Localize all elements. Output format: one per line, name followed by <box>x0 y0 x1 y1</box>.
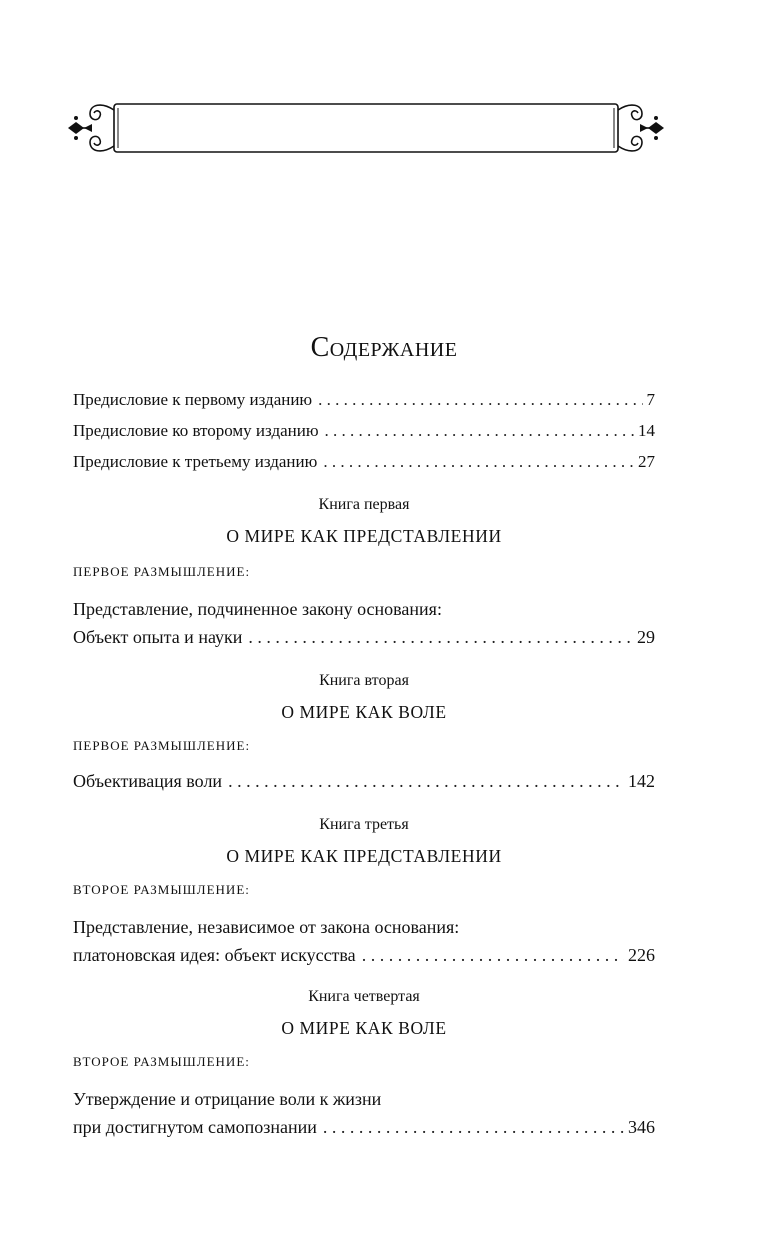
toc-entry-label: Предисловие ко второму изданию <box>73 421 319 440</box>
page-title: Содержание <box>310 332 458 363</box>
toc-entry-label: Объективация воли <box>73 771 223 791</box>
leader-dots <box>226 767 624 795</box>
reflection-label: ВТОРОЕ РАЗМЫШЛЕНИЕ: <box>73 1054 250 1069</box>
toc-entry-book-3[interactable] <box>73 913 655 969</box>
toc-entry-book-4[interactable] <box>73 1085 655 1141</box>
table-of-contents <box>73 384 655 1141</box>
toc-entry-book-2[interactable] <box>73 767 655 795</box>
toc-page-number: 226 <box>628 945 655 965</box>
reflection-label: ВТОРОЕ РАЗМЫШЛЕНИЕ: <box>73 882 250 897</box>
toc-page-number: 7 <box>646 390 655 409</box>
toc-page-number: 142 <box>628 771 655 791</box>
reflection-label: ПЕРВОЕ РАЗМЫШЛЕНИЕ: <box>73 564 251 579</box>
toc-entry-label: Предисловие к третьему изданию <box>73 452 318 471</box>
leader-dots <box>321 446 634 477</box>
book-label: Книга вторая <box>319 672 409 689</box>
toc-entry-line: Утверждение и отрицание воли к жизни <box>73 1089 382 1109</box>
leader-dots <box>246 623 633 651</box>
toc-entry-label: при достигнутом самопознании <box>73 1117 317 1137</box>
toc-entry-preface-2[interactable] <box>73 415 655 446</box>
leader-dots <box>323 415 634 446</box>
leader-dots <box>316 384 642 415</box>
leader-dots <box>321 1113 624 1141</box>
toc-entry-book-1[interactable] <box>73 595 655 651</box>
toc-page-number: 346 <box>628 1117 655 1137</box>
part-heading: О МИРЕ КАК ВОЛЕ <box>281 702 447 722</box>
part-heading: О МИРЕ КАК ВОЛЕ <box>281 1018 447 1038</box>
toc-entry-label: платоновская идея: объект искусства <box>73 945 356 965</box>
toc-entry-preface-1[interactable] <box>73 384 655 415</box>
part-heading: О МИРЕ КАК ПРЕДСТАВЛЕНИИ <box>226 846 502 866</box>
toc-entry-line: Представление, подчиненное закону основания: <box>73 599 442 619</box>
toc-entry-label: Предисловие к первому изданию <box>73 390 313 409</box>
reflection-label: ПЕРВОЕ РАЗМЫШЛЕНИЕ: <box>73 738 251 753</box>
toc-page-number: 27 <box>638 452 655 471</box>
book-label: Книга четвертая <box>308 988 420 1005</box>
toc-entry-preface-3[interactable] <box>73 446 655 477</box>
leader-dots <box>360 941 624 969</box>
toc-entry-label: Объект опыта и науки <box>73 627 243 647</box>
toc-page-number: 14 <box>638 421 655 440</box>
book-label: Книга третья <box>319 816 409 833</box>
toc-entry-line: Представление, независимое от закона основания: <box>73 917 460 937</box>
header-ornament-frame <box>62 96 670 160</box>
book-label: Книга первая <box>318 496 410 513</box>
toc-page-number: 29 <box>637 627 655 647</box>
part-heading: О МИРЕ КАК ПРЕДСТАВЛЕНИИ <box>226 526 502 546</box>
